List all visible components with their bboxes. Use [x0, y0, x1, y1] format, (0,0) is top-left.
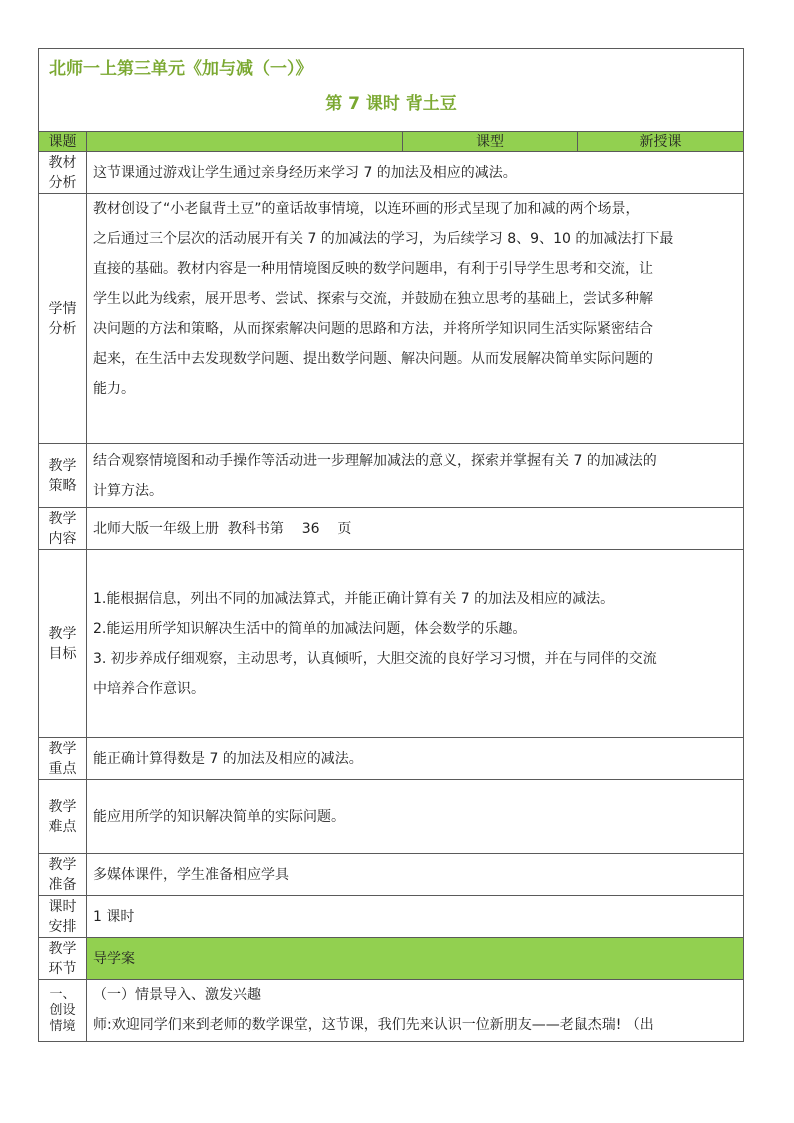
- time-label: 课时 安排: [39, 896, 87, 938]
- material-text: 这节课通过游戏让学生通过亲身经历来学习 7 的加法及相应的减法。: [87, 152, 744, 194]
- prep-label: 教学 准备: [39, 854, 87, 896]
- lesson-plan: [38, 48, 743, 1042]
- strategy-text: 结合观察情境图和动手操作等活动进一步理解加减法的意义，探索并掌握有关 7 的加减法的 计算方法。: [87, 444, 744, 508]
- strategy-label: 教学 策略: [39, 444, 87, 508]
- prep-text: 多媒体课件，学生准备相应学具: [87, 854, 744, 896]
- key-label: 教学 重点: [39, 738, 87, 780]
- type-value: 新授课: [578, 132, 744, 152]
- lesson-plan-table: [38, 48, 744, 1042]
- type-label: 课型: [403, 132, 578, 152]
- content-text: 北师大版一年级上册 教科书第 36 页: [87, 508, 744, 550]
- step1-text: （一）情景导入、激发兴趣 师:欢迎同学们来到老师的数学课堂，这节课，我们先来认识一位新朋友——老鼠杰瑞! （出: [87, 980, 744, 1042]
- content-label: 教学 内容: [39, 508, 87, 550]
- time-text: 1 课时: [87, 896, 744, 938]
- topic-label: 课题: [39, 132, 87, 152]
- goals-label: 教学 目标: [39, 550, 87, 738]
- difficulty-text: 能应用所学的知识解决简单的实际问题。: [87, 780, 744, 854]
- topic-value: [87, 132, 403, 152]
- process-text: 导学案: [87, 938, 744, 980]
- step1-label: 一、 创设 情境: [39, 980, 87, 1042]
- student-text: 教材创设了“小老鼠背土豆”的童话故事情境，以连环画的形式呈现了加和减的两个场景， 之后通过三个层次的活动展开有关 7 的加减法的学习，为后续学习 8、9、10 的加减法打下最 直接的基础。教材内容是一种用情境图反映的数学问题串，有利于引导学生思考和交流，让 学生以此为线索，展开思考、尝试、探索与交流，并鼓励在独立思考的基础上，尝试多种解 决问题的方法和策略，从而探索解决问题的思路和方法，并将所学知识同生活实际紧密结合 起来，在生活中去发现数学问题、提出数学问题、解决问题。从而发展解决简单实际问题的 能力。: [87, 194, 744, 444]
- difficulty-label: 教学 难点: [39, 780, 87, 854]
- header-cell: [39, 49, 744, 132]
- key-text: 能正确计算得数是 7 的加法及相应的减法。: [87, 738, 744, 780]
- process-label: 教学 环节: [39, 938, 87, 980]
- document-title: 北师一上第三单元《加与减（一）》: [49, 59, 313, 79]
- lesson-title: 第 7 课时 背土豆: [325, 94, 457, 114]
- material-label: 教材 分析: [39, 152, 87, 194]
- student-label: 学情 分析: [39, 194, 87, 444]
- goals-text: 1.能根据信息，列出不同的加减法算式，并能正确计算有关 7 的加法及相应的减法。 2.能运用所学知识解决生活中的简单的加减法问题，体会数学的乐趣。 3. 初步养成仔细观察，主动思考，认真倾听，大胆交流的良好学习习惯，并在与同伴的交流 中培养合作意识。: [87, 550, 744, 738]
